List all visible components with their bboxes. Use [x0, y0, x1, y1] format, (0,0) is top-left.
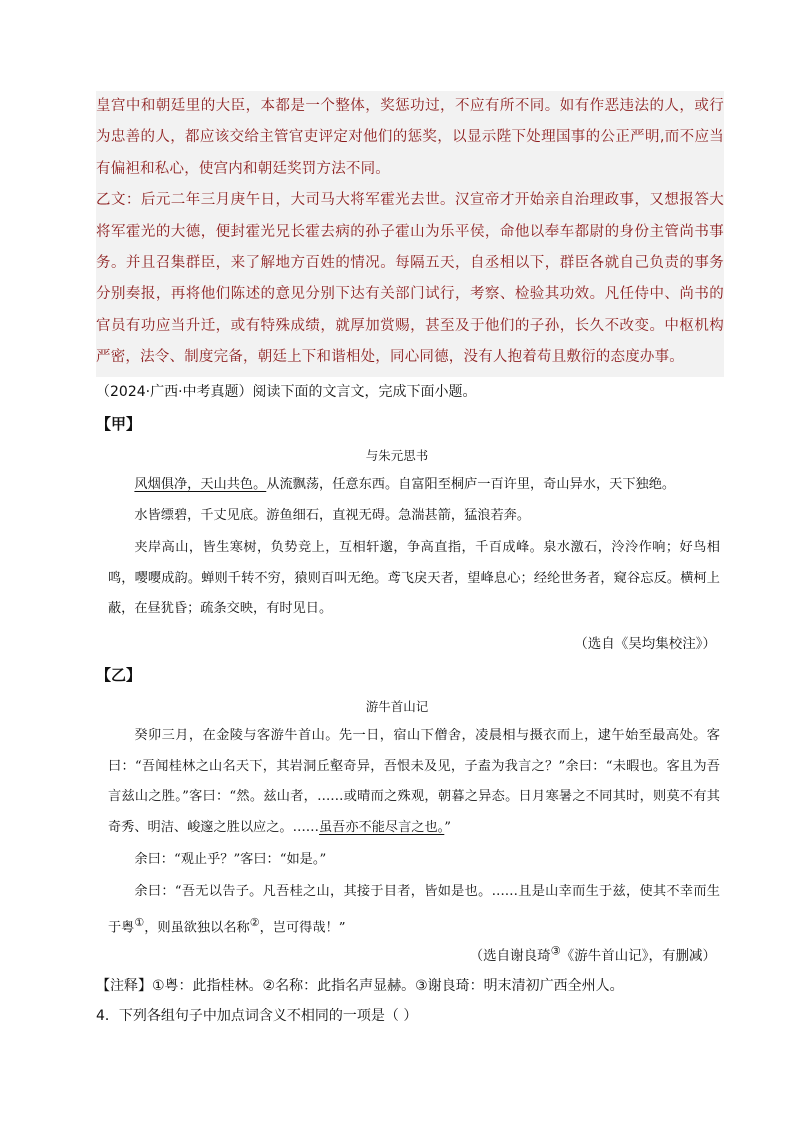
translation-paragraph-1: 皇宫中和朝廷里的大臣，本都是一个整体，奖惩功过，不应有所不同。如有作恶违法的人，或行为忠善的人，都应该交给主管官吏评定对他们的惩奖，以显示陛下处理国事的公正严明,而不应当有偏袒和私心，使宫内和朝廷奖罚方法不同。	[96, 98, 724, 177]
jia-paragraph-3: 夹岸高山，皆生寒树，负势竞上，互相轩邈，争高直指，千百成峰。泉水激石，泠泠作响；好鸟相鸣，嘤嘤成韵。蝉则千转不穷，猿则百叫无绝。鸢飞戾天者，望峰息心；经纶世务者，窥谷忘反。横柯上蔽，在昼犹昏；疏条交映，有时见日。	[108, 540, 720, 616]
jia-source: （选自《吴均集校注》）	[574, 636, 716, 652]
jia-tag: 【甲】	[96, 415, 142, 433]
question-intro: （2024·广西·中考真题）阅读下面的文言文，完成下面小题。	[96, 384, 477, 400]
annotations: 【注释】①粤：此指桂林。②名称：此指名声显赫。③谢良琦：明末清初广西全州人。	[96, 978, 624, 994]
jia-paragraph-1: 风烟俱净，天山共色。从流飘荡，任意东西。自富阳至桐庐一百许里，奇山异水，天下独绝。	[134, 477, 676, 492]
footnote-marker-3: ③	[550, 944, 561, 958]
translation-passage	[96, 91, 724, 377]
yi-paragraph-2: 余曰：“观止乎？”客曰：“如是。”	[134, 852, 327, 867]
yi-tag: 【乙】	[96, 666, 142, 684]
jia-title: 与朱元思书	[365, 448, 429, 463]
yi-paragraph-3: 余曰：“吾无以告子。凡吾桂之山，其接于目者，皆如是也。……且是山幸而生于兹，使其不幸而生于粤①，则虽欲独以名称②，岂可得哉！”	[108, 884, 720, 935]
yi-underlined-sentence: 虽吾亦不能尽言之也。	[319, 819, 445, 835]
yi-source: （选自谢良琦③《游牛首山记》，有删减）	[469, 944, 716, 964]
footnote-marker-1: ①	[134, 915, 145, 929]
footnote-marker-2: ②	[249, 915, 260, 929]
jia-paragraph-2: 水皆缥碧，千丈见底。游鱼细石，直视无碍。急湍甚箭，猛浪若奔。	[134, 508, 531, 523]
translation-paragraph-2: 乙文：后元二年三月庚午日，大司马大将军霍光去世。汉宣帝才开始亲自治理政事，又想报答大将军霍光的大德，便封霍光兄长霍去病的孙子霍山为乐平侯，命他以奉车都尉的身份主管尚书事务。并且召集群臣，来了解地方百姓的情况。每隔五天，自丞相以下，群臣各就自己负责的事务分别奏报，再将他们陈述的意见分别下达有关部门试行，考察、检验其功效。凡任侍中、尚书的官员有功应当升迁，或有特殊成绩，就厚加赏赐，甚至及于他们的子孙，长久不改变。中枢机构严密，法令、制度完备，朝廷上下和谐相处，同心同德，没有人抱着苟且敷衍的态度办事。	[96, 192, 724, 366]
jia-underlined-phrase: 风烟俱净，天山共色。	[134, 477, 267, 492]
yi-paragraph-1: 癸卯三月，在金陵与客游牛首山。先一日，宿山下僧舍，凌晨相与摄衣而上，逮午始至最高处。客曰：“吾闻桂林之山名天下，其岩洞丘壑奇异，吾恨未及见，子盍为我言之？”余曰：“未暇也。客且为吾言兹山之胜。”客曰：“然。兹山者，……或晴而之殊观，朝暮之异态。日月寒暑之不同其时，则莫不有其奇秀、明洁、峻邃之胜以应之。……虽吾亦不能尽言之也。”	[108, 728, 720, 835]
question-4: 4．下列各组句子中加点词含义不相同的一项是（ ）	[96, 1008, 418, 1024]
yi-title: 游牛首山记	[365, 699, 429, 714]
